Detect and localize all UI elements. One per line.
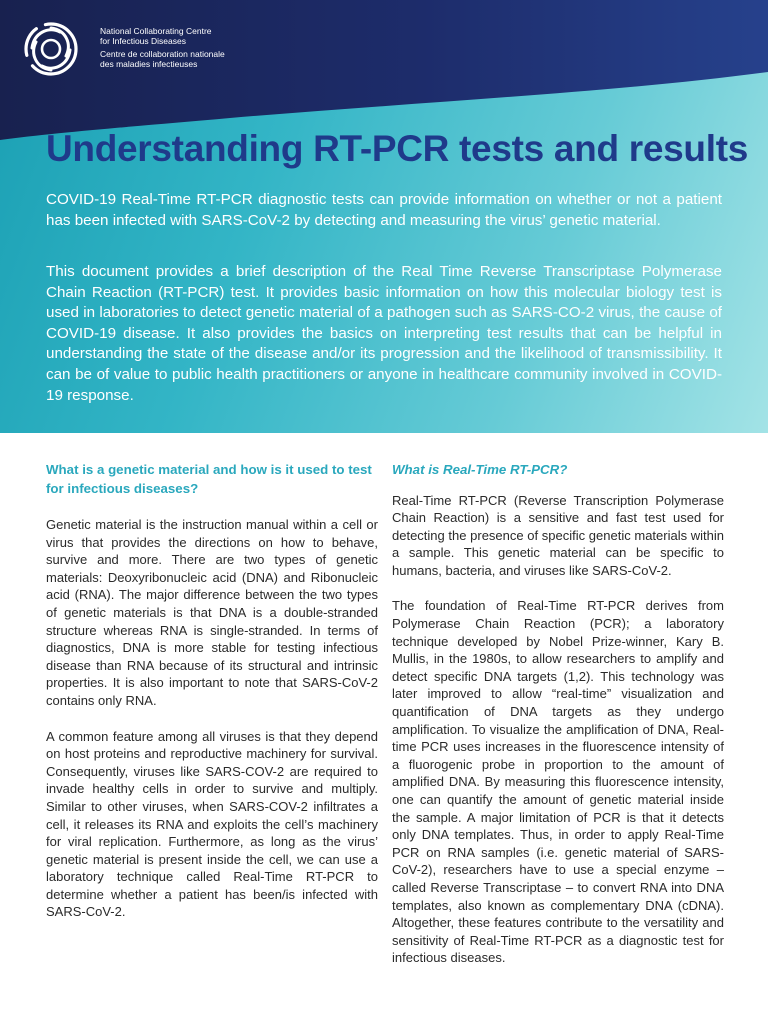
section-heading-rt-pcr: What is Real-Time RT-PCR?	[392, 462, 568, 477]
org-name-fr-line-2: des maladies infectieuses	[100, 59, 198, 69]
org-name-en-line-2: for Infectious Diseases	[100, 36, 186, 46]
body-paragraph: Real-Time RT-PCR (Reverse Transcription Polymerase Chain Reaction) is a sensitive and fast test used for detecting the presence of specific genetic materials within a sample. This genetic material can be specific to humans, bacteria, and viruses like SARS-CoV-2.	[392, 492, 724, 578]
swirl-logo-icon	[22, 20, 80, 78]
hero-banner	[0, 0, 768, 433]
organization-name	[100, 26, 225, 69]
left-column	[46, 461, 378, 921]
section-heading-genetic-material: What is a genetic material and how is it used to test for infectious diseases?	[46, 462, 372, 496]
body-paragraph: A common feature among all viruses is that they depend on host proteins and reproductive machinery for survival. Consequently, viruses like SARS-COV-2 are required to invade healthy cells in order to survive and multiply. Similar to other viruses, when SARS-COV-2 infiltrates a cell, it releases its RNA and exploits the cell’s machinery for viral replication. Furthermore, as long as the virus’ genetic material is present inside the cell, we can use a laboratory technique called Real-Time RT-PCR to determine whether a patient has been/is infected with SARS-CoV-2.	[46, 728, 378, 920]
intro-paragraph-2: This document provides a brief description of the Real Time Reverse Transcriptase Polymerase Chain Reaction (RT-PCR) test. It provides basic information on how this molecular biology test is used in laboratories to detect genetic material of a pathogen such as SARS-CO-2 virus, the cause of COVID-19 disease. It also provides the basics on interpreting test results that can be helpful in understanding the state of the disease and/or its progression and the likelihood of transmissibility. It can be of value to public health practitioners or anyone in healthcare community involved in COVID-19 response.	[46, 263, 722, 404]
body-paragraph: Genetic material is the instruction manual within a cell or virus that provides the directions on how to behave, survive and more. There are two types of genetic materials: Deoxyribonucleic acid (DNA) and Ribonucleic acid (RNA). The major difference between the two types of genetic materials is that DNA is a double-stranded structure whereas RNA is single-stranded. In terms of diagnostics, DNA is more stable for testing infectious disease than RNA because of its structural and intrinsic properties. It is also important to note that SARS-CoV-2 contains only RNA.	[46, 517, 378, 708]
body-paragraph: The foundation of Real-Time RT-PCR derives from Polymerase Chain Reaction (PCR); a laboratory technique developed by Nobel Prize-winner, Kary B. Mullis, in the 1980s, to allow researchers to amplify and detect specific DNA targets (1,2). This technology was later improved to allow “real-time” visualization and quantification of DNA targets as they undergo amplification. To visualize the amplification of DNA, Real-time PCR uses increases in the fluorescence intensity of a fluorogenic probe in proportion to the amount of amplified DNA. By measuring this fluorescence intensity, one can quantify the amount of genetic material inside the sample. A major limitation of PCR is that it detects only DNA templates. Thus, in order to apply Real-Time PCR on RNA samples (i.e. genetic material of SARS-CoV-2), researchers have to use a special enzyme – called Reverse Transcriptase – to convert RNA into DNA templates, also known as complementary DNA (cDNA). Altogether, these features contribute to the versatility and sensitivity of Real-Time RT-PCR as a diagnostic test for infectious diseases.	[392, 598, 724, 966]
org-name-en-line-1: National Collaborating Centre	[100, 26, 212, 36]
header-navy-band	[0, 0, 768, 140]
right-column	[392, 461, 724, 967]
org-name-fr-line-1: Centre de collaboration nationale	[100, 49, 225, 59]
intro-paragraph-1: COVID-19 Real-Time RT-PCR diagnostic tests can provide information on whether or not a patient has been infected with SARS-CoV-2 by detecting and measuring the virus’ genetic material.	[46, 191, 722, 229]
page-title: Understanding RT-PCR tests and results	[46, 128, 748, 169]
